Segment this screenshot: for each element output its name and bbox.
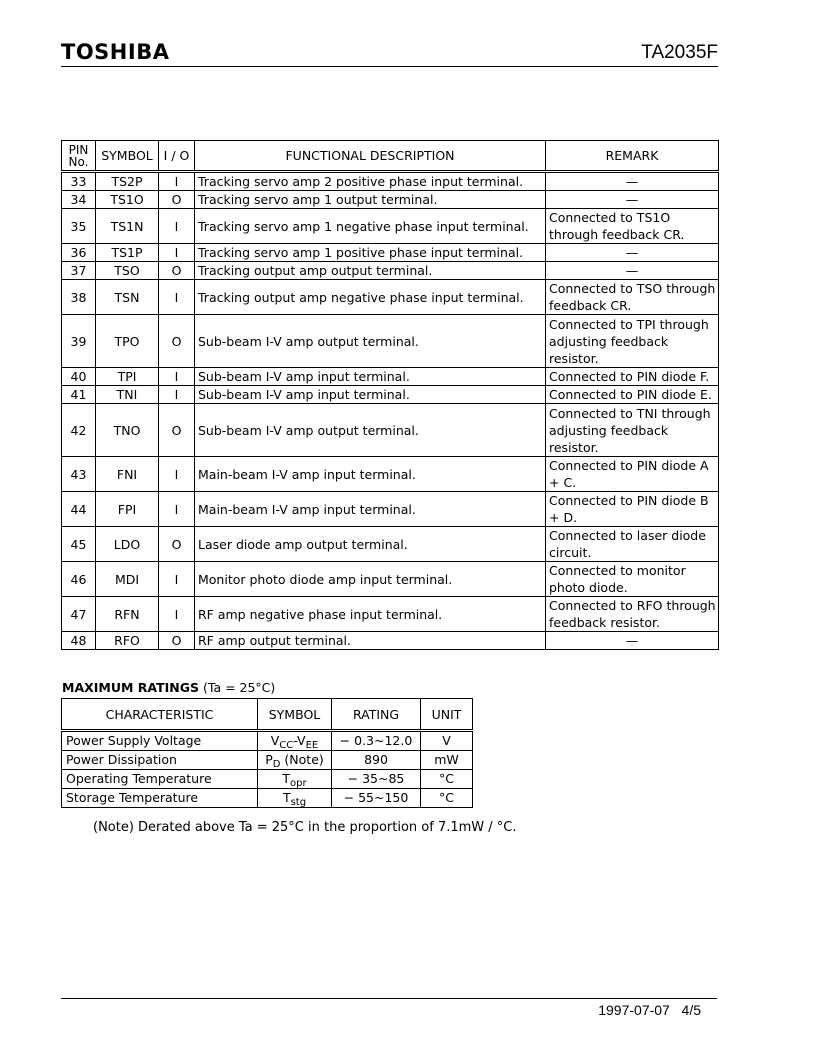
- pin-number-cell: 34: [62, 191, 96, 209]
- io-column-header: I / O: [159, 141, 195, 172]
- symbol-cell: TS1O: [96, 191, 159, 209]
- description-cell: Tracking servo amp 1 positive phase input terminal.: [195, 244, 546, 262]
- description-cell: Sub-beam I-V amp output terminal.: [195, 315, 546, 368]
- page-header: [61, 40, 718, 67]
- remark-cell: Connected to TS1O through feedback CR.: [546, 209, 719, 244]
- table-row: [62, 731, 473, 751]
- io-cell: I: [159, 244, 195, 262]
- characteristic-cell: Operating Temperature: [62, 770, 258, 789]
- description-cell: Sub-beam I-V amp input terminal.: [195, 386, 546, 404]
- table-header-row: [62, 141, 719, 172]
- remark-cell: Connected to PIN diode F.: [546, 368, 719, 386]
- pin-number-cell: 41: [62, 386, 96, 404]
- remark-cell: Connected to laser diode circuit.: [546, 527, 719, 562]
- ratings-header-row: [62, 699, 473, 731]
- io-cell: I: [159, 492, 195, 527]
- pin-number-cell: 45: [62, 527, 96, 562]
- remark-cell: Connected to monitor photo diode.: [546, 562, 719, 597]
- symbol-cell: TSN: [96, 280, 159, 315]
- table-row: [62, 770, 473, 789]
- symbol-cell: TS2P: [96, 172, 159, 191]
- pin-number-cell: 43: [62, 457, 96, 492]
- description-cell: Sub-beam I-V amp input terminal.: [195, 368, 546, 386]
- io-cell: I: [159, 457, 195, 492]
- description-cell: Tracking servo amp 1 output terminal.: [195, 191, 546, 209]
- symbol-part: CC: [279, 740, 294, 751]
- table-row: [62, 280, 719, 315]
- pin-number-cell: 46: [62, 562, 96, 597]
- io-cell: O: [159, 632, 195, 650]
- description-cell: RF amp output terminal.: [195, 632, 546, 650]
- unit-cell: °C: [421, 770, 473, 789]
- symbol-cell: TS1P: [96, 244, 159, 262]
- remark-cell: —: [546, 262, 719, 280]
- footer-date: 1997-07-07: [598, 1002, 670, 1018]
- remark-cell: —: [546, 172, 719, 191]
- rating-value-cell: − 35~85: [332, 770, 421, 789]
- remark-cell: Connected to TNI through adjusting feedback resistor.: [546, 404, 719, 457]
- description-cell: Tracking servo amp 2 positive phase input terminal.: [195, 172, 546, 191]
- table-row: [62, 172, 719, 191]
- pin-number-cell: 38: [62, 280, 96, 315]
- footer-page-number: 4/5: [681, 1002, 701, 1018]
- pin-description-table: [61, 140, 719, 650]
- rating-symbol-cell: [258, 770, 332, 789]
- io-cell: I: [159, 562, 195, 597]
- table-row: [62, 457, 719, 492]
- max-ratings-table: [61, 698, 473, 808]
- symbol-part: V: [270, 733, 280, 748]
- table-row: [62, 315, 719, 368]
- part-number: TA2035F: [641, 42, 718, 63]
- symbol-cell: LDO: [96, 527, 159, 562]
- pin-number-cell: 48: [62, 632, 96, 650]
- remark-cell: —: [546, 632, 719, 650]
- io-cell: O: [159, 404, 195, 457]
- remark-cell: Connected to PIN diode A + C.: [546, 457, 719, 492]
- table-row: [62, 209, 719, 244]
- io-cell: I: [159, 280, 195, 315]
- symbol-cell: TNO: [96, 404, 159, 457]
- io-cell: I: [159, 597, 195, 632]
- symbol-cell: TPI: [96, 368, 159, 386]
- characteristic-cell: Storage Temperature: [62, 789, 258, 808]
- symbol-cell: TS1N: [96, 209, 159, 244]
- table-row: [62, 368, 719, 386]
- table-row: [62, 404, 719, 457]
- symbol-part: P: [265, 752, 273, 767]
- characteristic-cell: Power Supply Voltage: [62, 731, 258, 751]
- symbol-cell: FPI: [96, 492, 159, 527]
- rating-column-header: RATING: [332, 699, 421, 731]
- symbol-part: EE: [305, 740, 319, 751]
- remark-cell: Connected to TSO through feedback CR.: [546, 280, 719, 315]
- unit-column-header: UNIT: [421, 699, 473, 731]
- symbol-part: T: [282, 790, 291, 805]
- remark-cell: —: [546, 244, 719, 262]
- characteristic-column-header: CHARACTERISTIC: [62, 699, 258, 731]
- remark-cell: Connected to TPI through adjusting feedback resistor.: [546, 315, 719, 368]
- brand-logo: TOSHIBA: [61, 40, 170, 64]
- rating-value-cell: 890: [332, 751, 421, 770]
- pin-number-cell: 44: [62, 492, 96, 527]
- pin-number-cell: 42: [62, 404, 96, 457]
- description-column-header: FUNCTIONAL DESCRIPTION: [195, 141, 546, 172]
- io-cell: I: [159, 209, 195, 244]
- io-cell: I: [159, 172, 195, 191]
- symbol-cell: TNI: [96, 386, 159, 404]
- table-row: [62, 492, 719, 527]
- unit-cell: °C: [421, 789, 473, 808]
- description-cell: Main-beam I-V amp input terminal.: [195, 457, 546, 492]
- page-footer: [598, 1002, 701, 1018]
- unit-cell: mW: [421, 751, 473, 770]
- derating-note: (Note) Derated above Ta = 25°C in the proportion of 7.1mW / °C.: [93, 820, 517, 835]
- table-row: [62, 191, 719, 209]
- symbol-cell: TPO: [96, 315, 159, 368]
- remark-cell: Connected to RFO through feedback resistor.: [546, 597, 719, 632]
- description-cell: Tracking output amp output terminal.: [195, 262, 546, 280]
- ratings-title: MAXIMUM RATINGS (Ta = 25°C): [62, 680, 276, 695]
- pin-column-header: PIN No.: [62, 141, 96, 172]
- pin-number-cell: 37: [62, 262, 96, 280]
- description-cell: Monitor photo diode amp input terminal.: [195, 562, 546, 597]
- symbol-cell: RFN: [96, 597, 159, 632]
- table-row: [62, 632, 719, 650]
- symbol-cell: TSO: [96, 262, 159, 280]
- io-cell: O: [159, 527, 195, 562]
- rating-symbol-cell: [258, 731, 332, 751]
- rating-value-cell: − 0.3~12.0: [332, 731, 421, 751]
- description-cell: Sub-beam I-V amp output terminal.: [195, 404, 546, 457]
- table-row: [62, 562, 719, 597]
- table-row: [62, 386, 719, 404]
- table-row: [62, 244, 719, 262]
- table-row: [62, 789, 473, 808]
- remark-cell: Connected to PIN diode B + D.: [546, 492, 719, 527]
- io-cell: O: [159, 315, 195, 368]
- pin-number-cell: 39: [62, 315, 96, 368]
- symbol-column-header: SYMBOL: [96, 141, 159, 172]
- table-row: [62, 527, 719, 562]
- rating-symbol-cell: [258, 751, 332, 770]
- pin-number-cell: 33: [62, 172, 96, 191]
- io-cell: I: [159, 368, 195, 386]
- table-row: [62, 751, 473, 770]
- table-row: [62, 262, 719, 280]
- io-cell: I: [159, 386, 195, 404]
- description-cell: Tracking servo amp 1 negative phase input terminal.: [195, 209, 546, 244]
- io-cell: O: [159, 191, 195, 209]
- symbol-cell: RFO: [96, 632, 159, 650]
- remark-column-header: REMARK: [546, 141, 719, 172]
- description-cell: Main-beam I-V amp input terminal.: [195, 492, 546, 527]
- table-row: [62, 597, 719, 632]
- rating-symbol-column-header: SYMBOL: [258, 699, 332, 731]
- footer-rule: [61, 998, 717, 999]
- symbol-part: -V: [293, 733, 306, 748]
- symbol-part: T: [282, 771, 291, 786]
- unit-cell: V: [421, 731, 473, 751]
- description-cell: RF amp negative phase input terminal.: [195, 597, 546, 632]
- description-cell: Tracking output amp negative phase input terminal.: [195, 280, 546, 315]
- characteristic-cell: Power Dissipation: [62, 751, 258, 770]
- pin-number-cell: 40: [62, 368, 96, 386]
- rating-value-cell: − 55~150: [332, 789, 421, 808]
- symbol-part: opr: [290, 778, 307, 789]
- symbol-cell: MDI: [96, 562, 159, 597]
- rating-symbol-cell: [258, 789, 332, 808]
- pin-number-cell: 35: [62, 209, 96, 244]
- remark-cell: —: [546, 191, 719, 209]
- symbol-part: D: [272, 759, 281, 770]
- symbol-part: stg: [290, 797, 307, 808]
- pin-number-cell: 36: [62, 244, 96, 262]
- description-cell: Laser diode amp output terminal.: [195, 527, 546, 562]
- symbol-cell: FNI: [96, 457, 159, 492]
- symbol-part: (Note): [280, 752, 324, 767]
- io-cell: O: [159, 262, 195, 280]
- remark-cell: Connected to PIN diode E.: [546, 386, 719, 404]
- pin-number-cell: 47: [62, 597, 96, 632]
